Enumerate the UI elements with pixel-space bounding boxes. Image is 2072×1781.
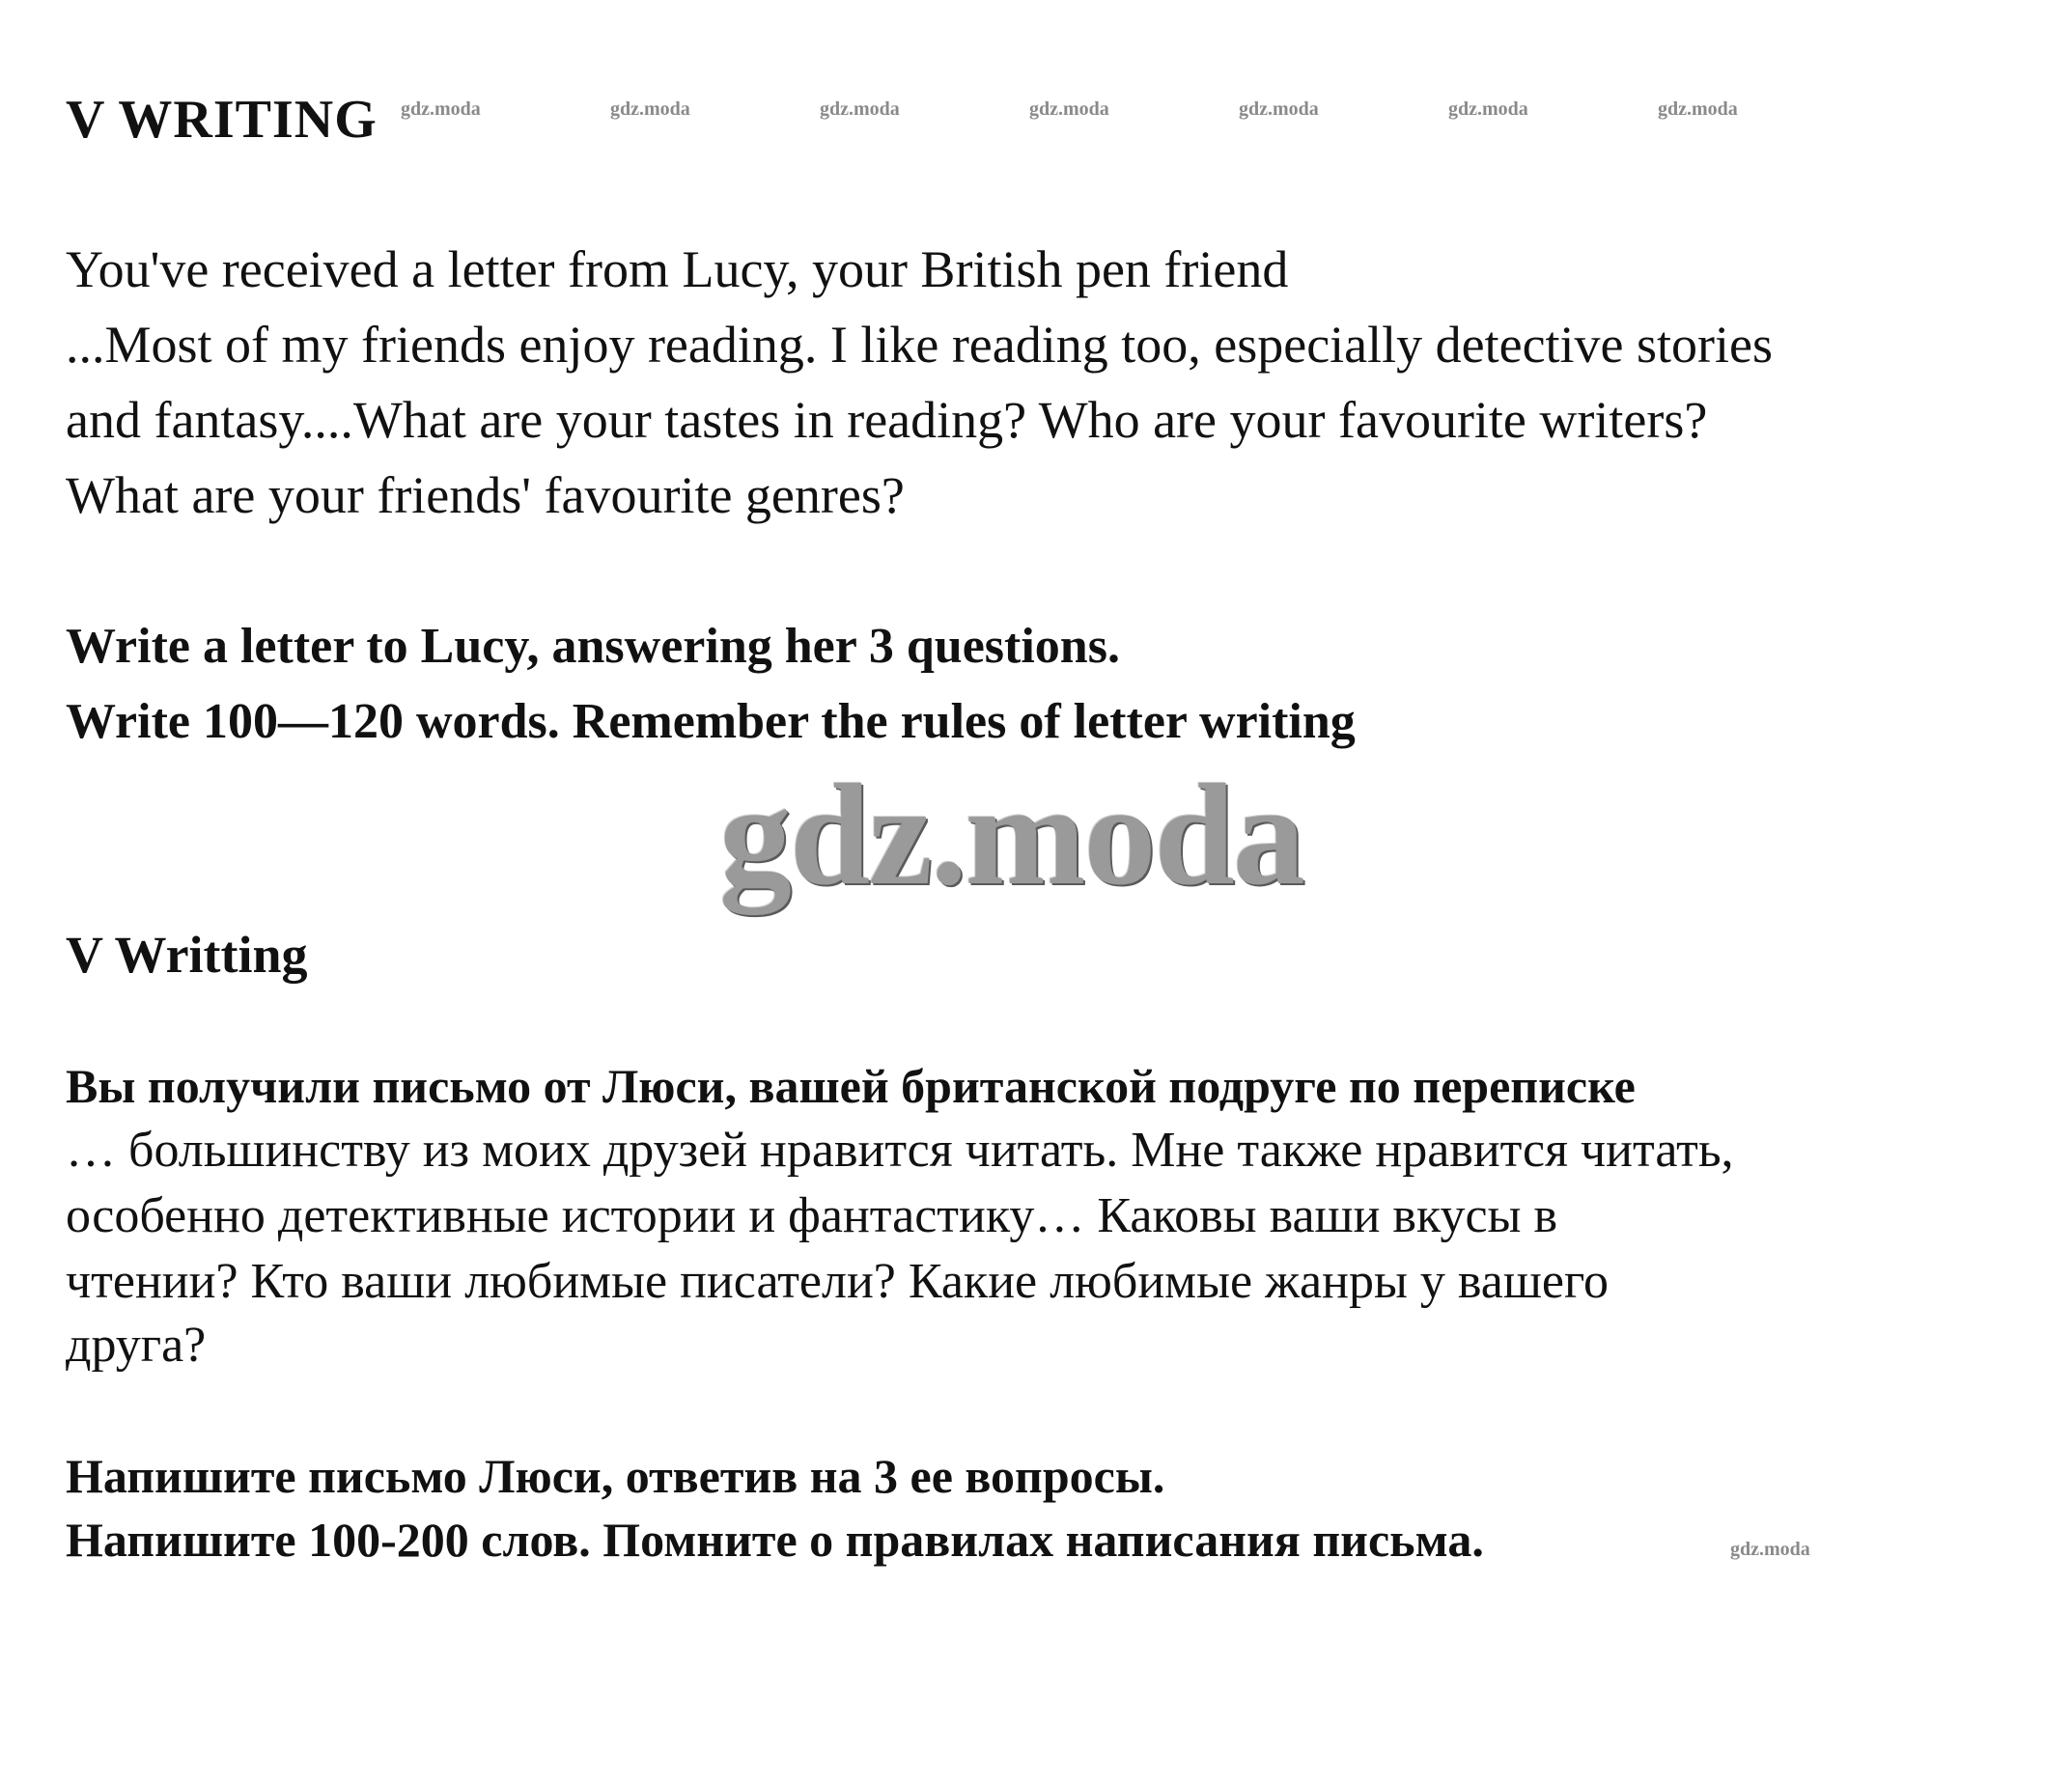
letter-line-en-3: What are your friends' favourite genres? bbox=[66, 466, 905, 524]
task-intro-en: You've received a letter from Lucy, your British pen friend bbox=[66, 240, 1289, 298]
letter-line-ru-2: особенно детективные истории и фантастику… Каковы ваши вкусы в bbox=[66, 1188, 1558, 1243]
watermark-top-5: gdz.moda bbox=[1239, 98, 1319, 120]
letter-line-en-2: and fantasy....What are your tastes in reading? Who are your favourite writers? bbox=[66, 391, 1708, 449]
instruction-ru-1: Напишите письмо Люси, ответив на 3 ее вопросы. bbox=[66, 1449, 1165, 1503]
instruction-en-1: Write a letter to Lucy, answering her 3 questions. bbox=[66, 619, 1120, 674]
watermark-top-4: gdz.moda bbox=[1029, 98, 1109, 120]
letter-line-ru-4: друга? bbox=[66, 1318, 207, 1373]
translation-title: V Writting bbox=[66, 926, 308, 984]
watermark-bottom: gdz.moda bbox=[1730, 1539, 1810, 1560]
watermark-top-6: gdz.moda bbox=[1448, 98, 1528, 120]
instruction-ru-2: Напишите 100-200 слов. Помните о правилах написания письма. bbox=[66, 1513, 1484, 1567]
watermark-logo: gdz.moda bbox=[719, 755, 1303, 915]
instruction-en-2: Write 100—120 words. Remember the rules of letter writing bbox=[66, 694, 1356, 749]
letter-line-en-1: ...Most of my friends enjoy reading. I like reading too, especially detective stories bbox=[66, 316, 1773, 374]
watermark-top-7: gdz.moda bbox=[1658, 98, 1738, 120]
letter-line-ru-1: … большинству из моих друзей нравится читать. Мне также нравится читать, bbox=[66, 1123, 1734, 1178]
watermark-top-3: gdz.moda bbox=[820, 98, 900, 120]
task-intro-ru: Вы получили письмо от Люси, вашей британской подруге по переписке bbox=[66, 1059, 1636, 1113]
section-title: V WRITING bbox=[66, 90, 378, 150]
letter-line-ru-3: чтении? Кто ваши любимые писатели? Какие любимые жанры у вашего bbox=[66, 1254, 1609, 1309]
watermark-top-2: gdz.moda bbox=[610, 98, 690, 120]
watermark-top-1: gdz.moda bbox=[401, 98, 481, 120]
